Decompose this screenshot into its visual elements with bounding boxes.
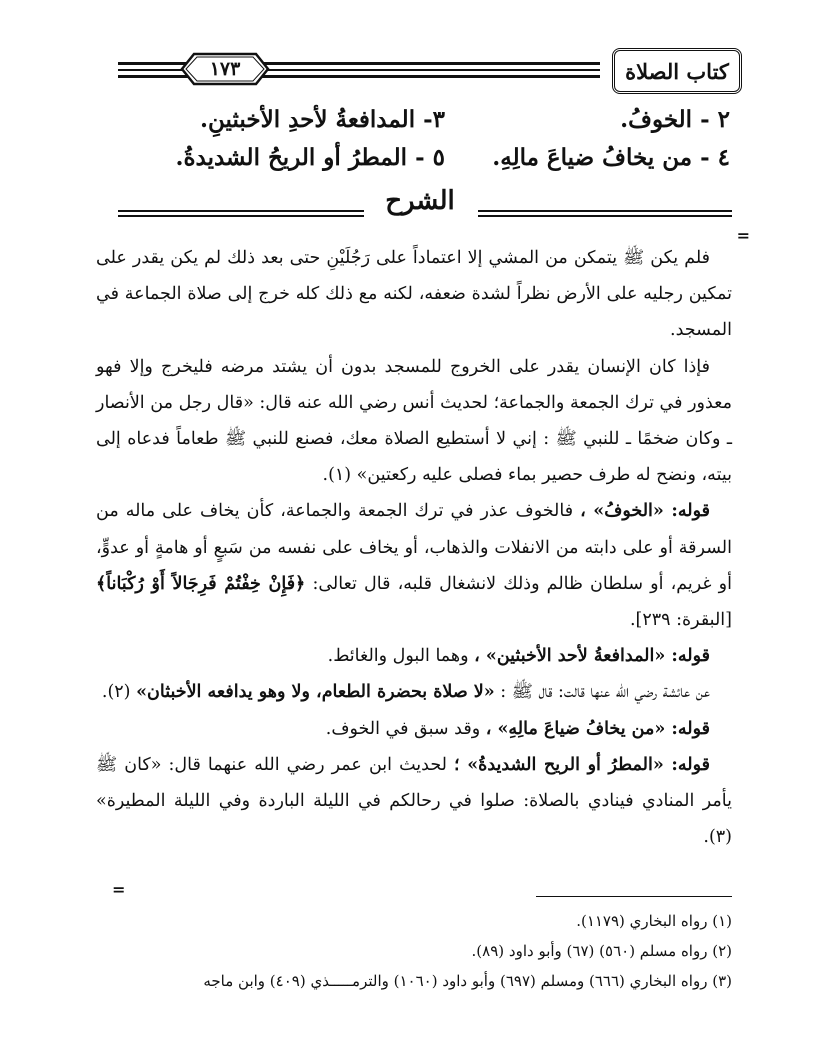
list-item: ٥ - المطرُ أو الريحُ الشديدةُ. bbox=[175, 144, 445, 171]
paragraph-text: فالخوف عذر في ترك الجمعة والجماعة، كأن يخاف على ماله من السرقة أو على دابته من الانفلات والذهاب، أو يخاف على نفسه من سَبعٍ أو هامةٍ أو عدوٍّ، أو غريم، أو سلطان ظالم وذلك لانشغال قلبه، قال تعالى: bbox=[96, 501, 732, 594]
continuation-marker: = bbox=[112, 880, 126, 899]
paragraph bbox=[96, 674, 732, 710]
heading-rule bbox=[118, 215, 364, 217]
book-title: كتاب الصلاة bbox=[625, 58, 729, 84]
quote-label: قوله: «المطرُ أو الريح الشديدةُ» ؛ bbox=[454, 754, 710, 775]
list-item: ٣- المدافعةُ لأحدِ الأخبثينِ. bbox=[200, 106, 445, 133]
paragraph-text: لحديث ابن عمر رضي الله عنهما قال: «كان ﷺ يأمر المنادي فينادي بالصلاة: صلوا في رحالكم في الليلة الباردة وفي الليلة المطيرة» (٣). bbox=[96, 754, 732, 848]
quran-verse: ﴿فَإِنْ خِفْتُمْ فَرِجَالاً أَوْ رُكْبَاناً﴾ bbox=[96, 573, 306, 594]
heading-rule bbox=[478, 215, 732, 217]
book-title-box bbox=[612, 48, 742, 94]
heading-rule bbox=[478, 210, 732, 212]
footnote-ref: (٢). bbox=[101, 682, 131, 703]
footnote-rule bbox=[536, 896, 732, 897]
paragraph bbox=[96, 493, 732, 638]
page-number-badge bbox=[180, 52, 270, 86]
footnote: (٣) رواه البخاري (٦٦٦) ومسلم (٦٩٧) وأبو داود (١٠٦٠) والترمـــــذي (٤٠٩) وابن ماجه bbox=[203, 972, 732, 990]
footnotes bbox=[96, 906, 732, 996]
heading-rule bbox=[118, 210, 364, 212]
quote-label: قوله: «الخوفُ» ، bbox=[580, 501, 710, 522]
verse-reference: [البقرة: ٢٣٩]. bbox=[629, 610, 732, 631]
paragraph-text: وقد سبق في الخوف. bbox=[325, 718, 481, 739]
continuation-marker: = bbox=[736, 226, 750, 245]
list-item: ٢ - الخوفُ. bbox=[620, 106, 730, 133]
footnote: (١) رواه البخاري (١١٧٩). bbox=[576, 912, 732, 930]
list-item: ٤ - من يخافُ ضياعَ مالِهِ. bbox=[492, 144, 730, 171]
quote-label: قوله: «من يخافُ ضياعَ مالِهِ» ، bbox=[485, 718, 710, 739]
page-number: ١٧٣ bbox=[209, 58, 241, 80]
paragraph-text: عن عائشة رضي الله عنها قالت: قال ﷺ : bbox=[500, 682, 710, 703]
paragraph bbox=[96, 747, 732, 856]
paragraph: فلم يكن ﷺ يتمكن من المشي إلا اعتماداً على رَجُلَيْنِ حتى بعد ذلك لم يكن يقدر على تمكين رجليه على الأرض نظراً لشدة ضعفه، لكنه مع ذلك كله خرج إلى صلاة الجماعة في المسجد. bbox=[96, 248, 732, 341]
hadith-quote: «لا صلاة بحضرة الطعام، ولا وهو يدافعه الأخبثان» bbox=[136, 682, 495, 703]
commentary-body bbox=[96, 240, 732, 855]
paragraph bbox=[96, 638, 732, 674]
quote-label: قوله: «المدافعةُ لأحد الأخبثين» ، bbox=[474, 646, 710, 667]
section-heading: الشرح bbox=[385, 186, 455, 216]
footnote: (٢) رواه مسلم (٥٦٠) (٦٧) وأبو داود (٨٩). bbox=[471, 942, 732, 960]
paragraph bbox=[96, 711, 732, 747]
paragraph-text: وهما البول والغائط. bbox=[327, 646, 469, 667]
paragraph: فإذا كان الإنسان يقدر على الخروج للمسجد بدون أن يشتد مرضه فليخرج وإلا فهو معذور في ترك الجمعة والجماعة؛ لحديث أنس رضي الله عنه قال: «قال رجل من الأنصار ـ وكان ضخمًا ـ للنبي ﷺ : إني لا أستطيع الصلاة معك، فصنع للنبي ﷺ طعاماً فدعاه إلى بيته، ونضح له طرف حصير بماء فصلى عليه ركعتين» (١). bbox=[96, 356, 732, 486]
